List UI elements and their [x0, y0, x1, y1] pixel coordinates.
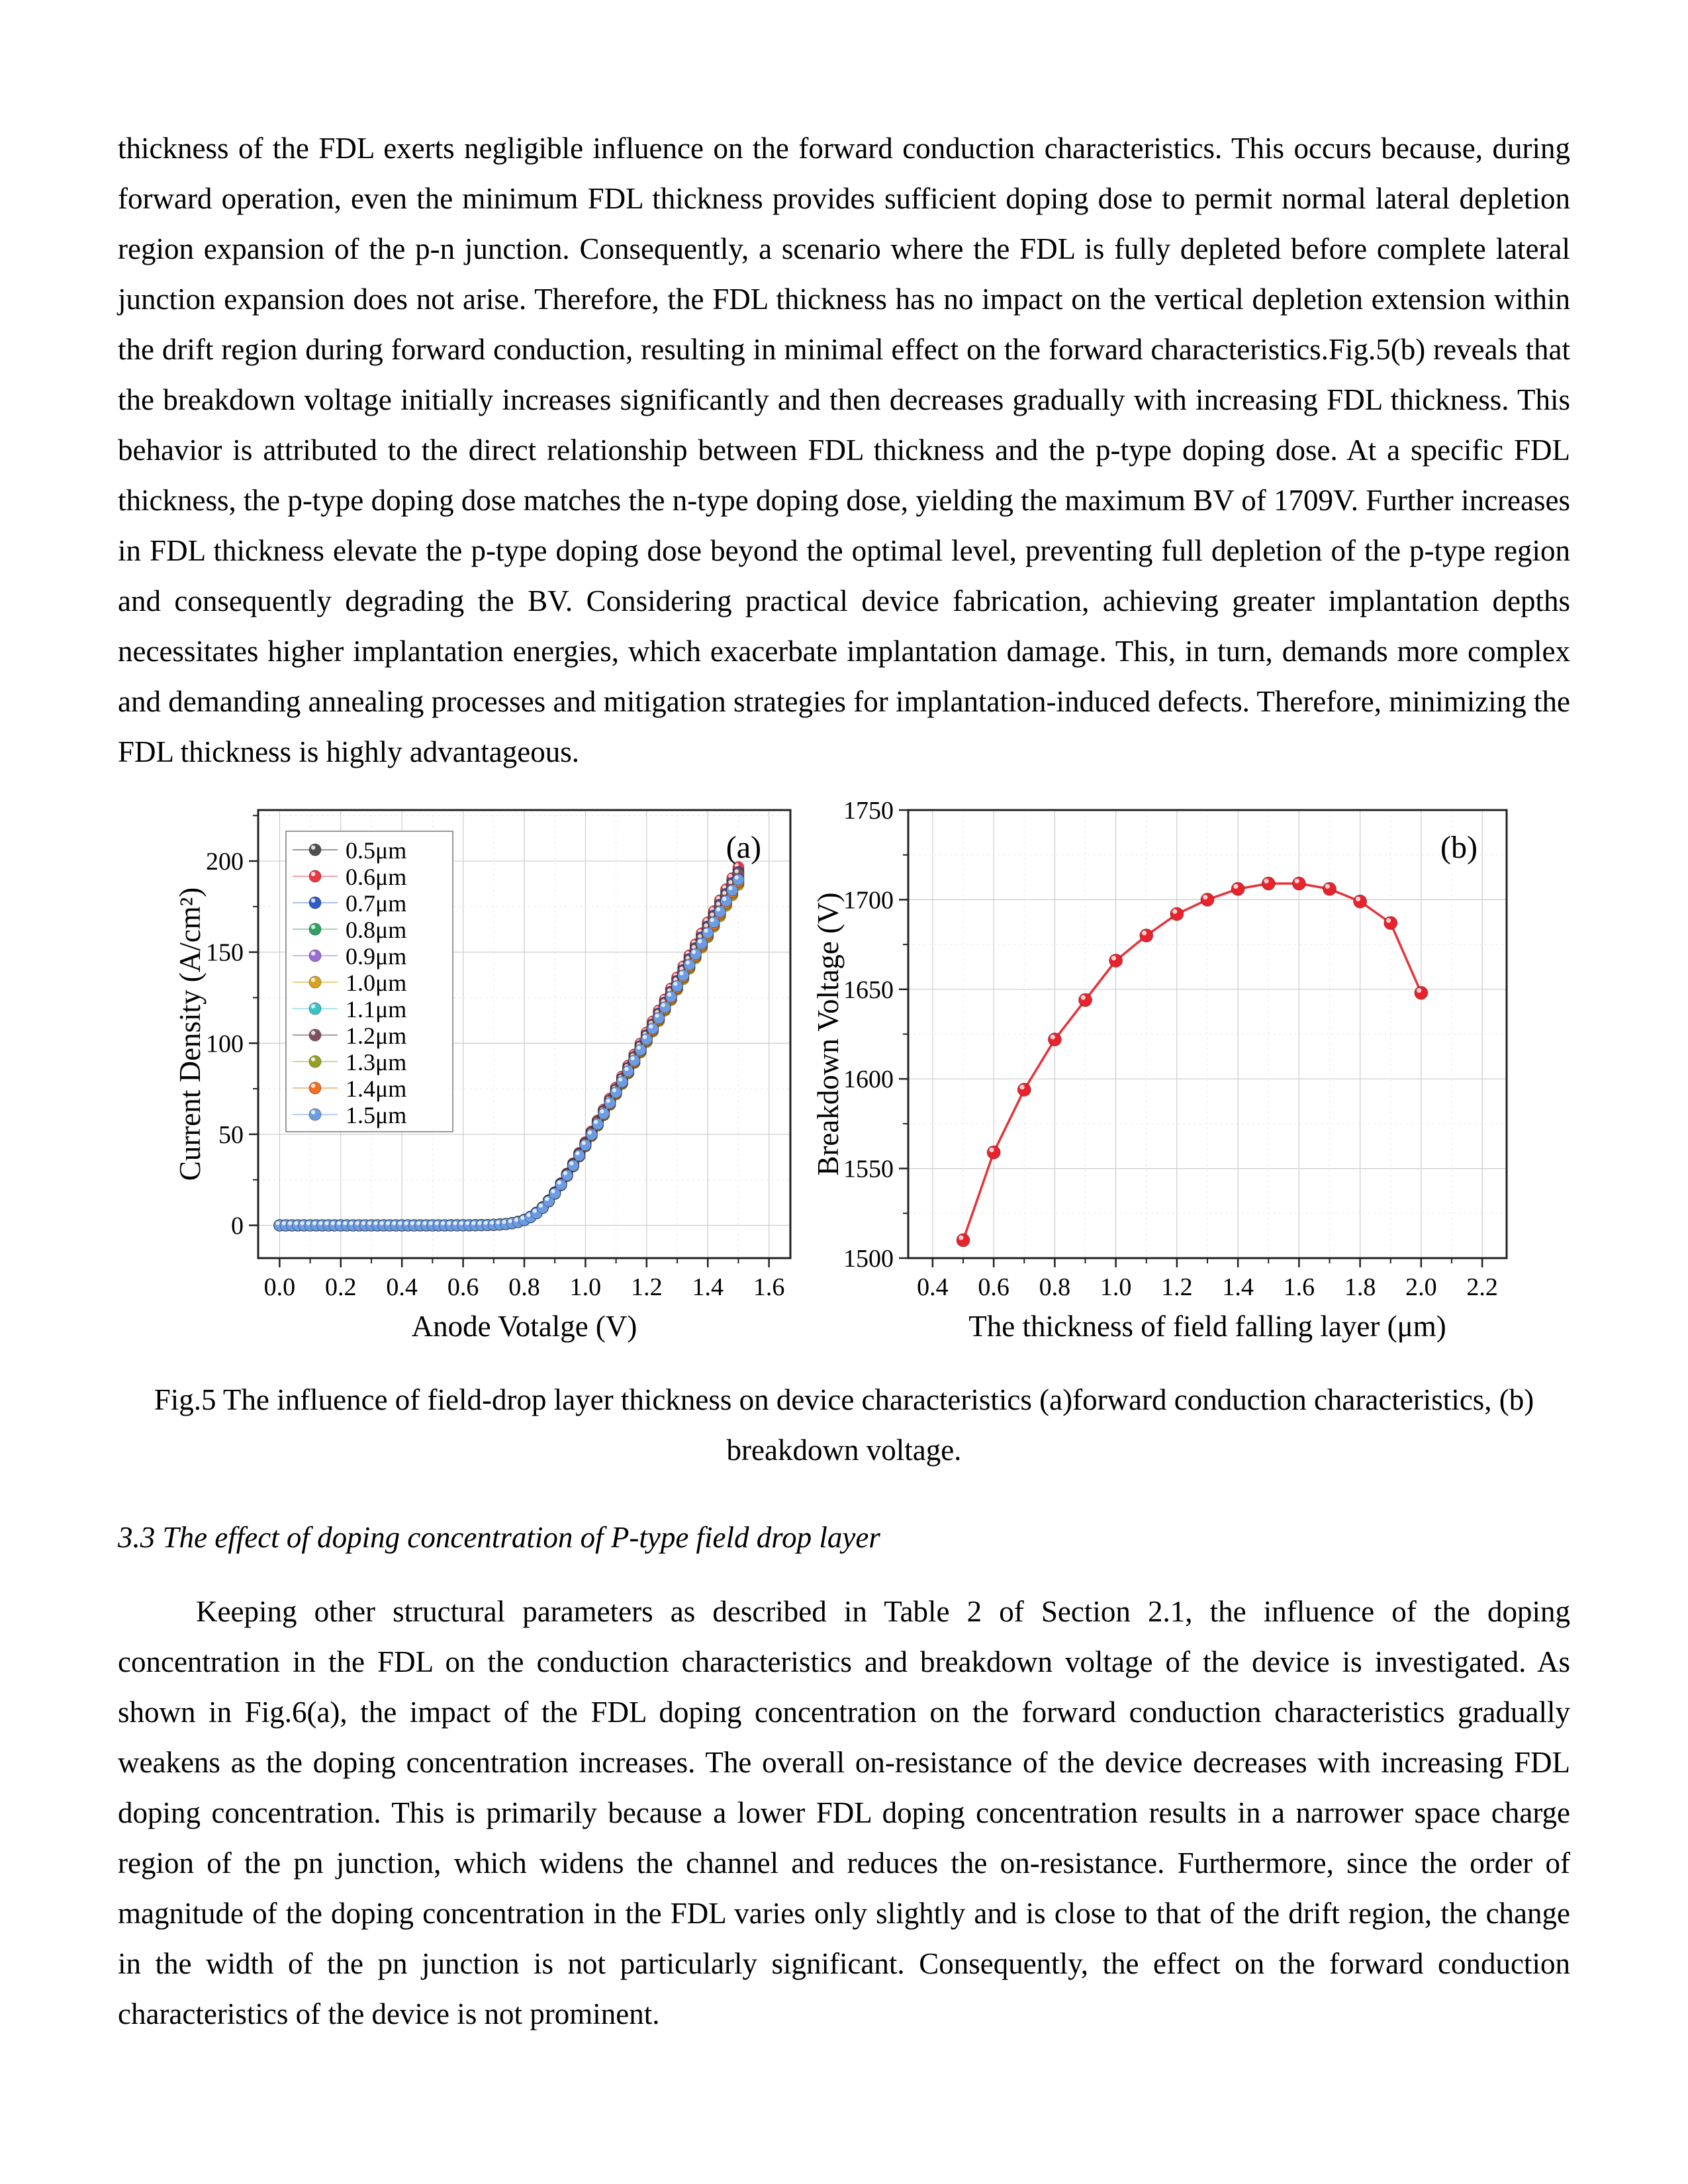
plot-chartB — [812, 799, 1507, 1343]
svg-text:0.4: 0.4 — [386, 1273, 418, 1301]
svg-text:1650: 1650 — [843, 976, 894, 1004]
svg-text:1550: 1550 — [843, 1155, 894, 1183]
svg-text:0.0: 0.0 — [263, 1273, 296, 1301]
svg-text:150: 150 — [206, 938, 244, 967]
y-axis-title: Breakdown Voltage (V) — [812, 892, 845, 1176]
svg-text:1.4: 1.4 — [692, 1273, 724, 1301]
legend — [286, 831, 453, 1132]
svg-text:1.6: 1.6 — [753, 1273, 785, 1301]
svg-text:0.6: 0.6 — [447, 1273, 479, 1301]
svg-text:0.8: 0.8 — [508, 1273, 540, 1301]
panel-label: (b) — [1440, 830, 1477, 865]
x-axis-title: The thickness of field falling layer (μm) — [968, 1310, 1446, 1343]
svg-text:0.8μm: 0.8μm — [346, 917, 407, 943]
svg-text:1.6: 1.6 — [1283, 1273, 1315, 1301]
svg-text:1.8: 1.8 — [1344, 1273, 1376, 1301]
svg-text:0.5μm: 0.5μm — [346, 837, 407, 864]
chart-breakdown-voltage — [809, 799, 1517, 1352]
plot-chartA — [173, 810, 790, 1343]
svg-text:0: 0 — [231, 1212, 244, 1240]
svg-text:1.0μm: 1.0μm — [346, 970, 407, 996]
svg-text:200: 200 — [206, 848, 244, 876]
svg-text:1750: 1750 — [843, 799, 894, 825]
paragraph-fdl-thickness: thickness of the FDL exerts negligible influence on the forward conduction characteristics. This occurs because, during forward operation, even the minimum FDL thickness provides sufficient doping dose to permit normal lateral depletion region expansion of the p-n junction. Consequently, a scenario where the FDL is fully depleted before complete lateral junction expansion does not arise. Therefore, the FDL thickness has no impact on the vertical depletion extension within the drift region during forward conduction, resulting in minimal effect on the forward characteristics.Fig.5(b) reveals that the breakdown voltage initially increases significantly and then decreases gradually with increasing FDL thickness. This behavior is attributed to the direct relationship between FDL thickness and the p-type doping dose. At a specific FDL thickness, the p-type doping dose matches the n-type doping dose, yielding the maximum BV of 1709V. Further increases in FDL thickness elevate the p-type doping dose beyond the optimal level, preventing full depletion of the p-type region and consequently degrading the BV. Considering practical device fabrication, achieving greater implantation depths necessitates higher implantation energies, which exacerbate implantation damage. This, in turn, demands more complex and demanding annealing processes and mitigation strategies for implantation-induced defects. Therefore, minimizing the FDL thickness is highly advantageous. — [118, 132, 1570, 768]
svg-text:1.2μm: 1.2μm — [346, 1023, 407, 1049]
svg-text:1.2: 1.2 — [631, 1273, 663, 1301]
svg-text:0.6μm: 0.6μm — [346, 864, 407, 890]
svg-text:0.9μm: 0.9μm — [346, 943, 407, 970]
svg-text:100: 100 — [206, 1030, 244, 1058]
section-heading-3-3: 3.3 The effect of doping concentration of P-type field drop layer — [118, 1521, 880, 1554]
svg-text:1600: 1600 — [843, 1066, 894, 1094]
figure-caption-line1: Fig.5 The influence of field-drop layer thickness on device characteristics (a)forward conduction characteristics, (b) — [154, 1383, 1534, 1416]
svg-text:50: 50 — [218, 1120, 244, 1149]
figure-5 — [118, 799, 1570, 1352]
svg-text:1.5μm: 1.5μm — [346, 1102, 407, 1128]
svg-text:0.7μm: 0.7μm — [346, 890, 407, 917]
chart-forward-conduction — [171, 799, 800, 1352]
figure-caption-line2: breakdown voltage. — [726, 1433, 962, 1467]
svg-text:1.0: 1.0 — [569, 1273, 602, 1301]
svg-text:0.2: 0.2 — [325, 1273, 357, 1301]
svg-text:0.6: 0.6 — [978, 1273, 1009, 1301]
svg-text:2.2: 2.2 — [1466, 1273, 1498, 1301]
series-breakdown voltage — [957, 877, 1428, 1247]
svg-text:1.1μm: 1.1μm — [346, 996, 407, 1023]
y-axis-title: Current Density (A/cm²) — [173, 887, 207, 1181]
svg-text:0.8: 0.8 — [1039, 1273, 1071, 1301]
svg-text:1.0: 1.0 — [1100, 1273, 1132, 1301]
svg-text:1.4: 1.4 — [1222, 1273, 1254, 1301]
paragraph-fdl-doping: Keeping other structural parameters as described in Table 2 of Section 2.1, the influence of the doping concentration in the FDL on the conduction characteristics and breakdown voltage of the device is investigated. As shown in Fig.6(a), the impact of the FDL doping concentration on the forward conduction characteristics gradually weakens as the doping concentration increases. The overall on-resistance of the device decreases with increasing FDL doping concentration. This is primarily because a lower FDL doping concentration results in a narrower space charge region of the pn junction, which widens the channel and reduces the on-resistance. Furthermore, since the order of magnitude of the doping concentration in the FDL varies only slightly and is close to that of the drift region, the change in the width of the pn junction is not particularly significant. Consequently, the effect on the forward conduction characteristics of the device is not prominent. — [118, 1595, 1570, 2030]
svg-text:0.4: 0.4 — [917, 1273, 949, 1301]
panel-label: (a) — [726, 830, 761, 865]
gridlines — [908, 810, 1507, 1258]
svg-text:1700: 1700 — [843, 886, 894, 915]
x-axis-title: Anode Votalge (V) — [411, 1310, 637, 1343]
svg-text:1.3μm: 1.3μm — [346, 1049, 407, 1075]
svg-text:1.2: 1.2 — [1161, 1273, 1193, 1301]
svg-text:2.0: 2.0 — [1405, 1273, 1437, 1301]
figure-caption — [118, 1375, 1570, 1475]
svg-text:1500: 1500 — [843, 1245, 894, 1273]
svg-text:1.4μm: 1.4μm — [346, 1075, 407, 1102]
axis-ticks — [843, 799, 1498, 1301]
